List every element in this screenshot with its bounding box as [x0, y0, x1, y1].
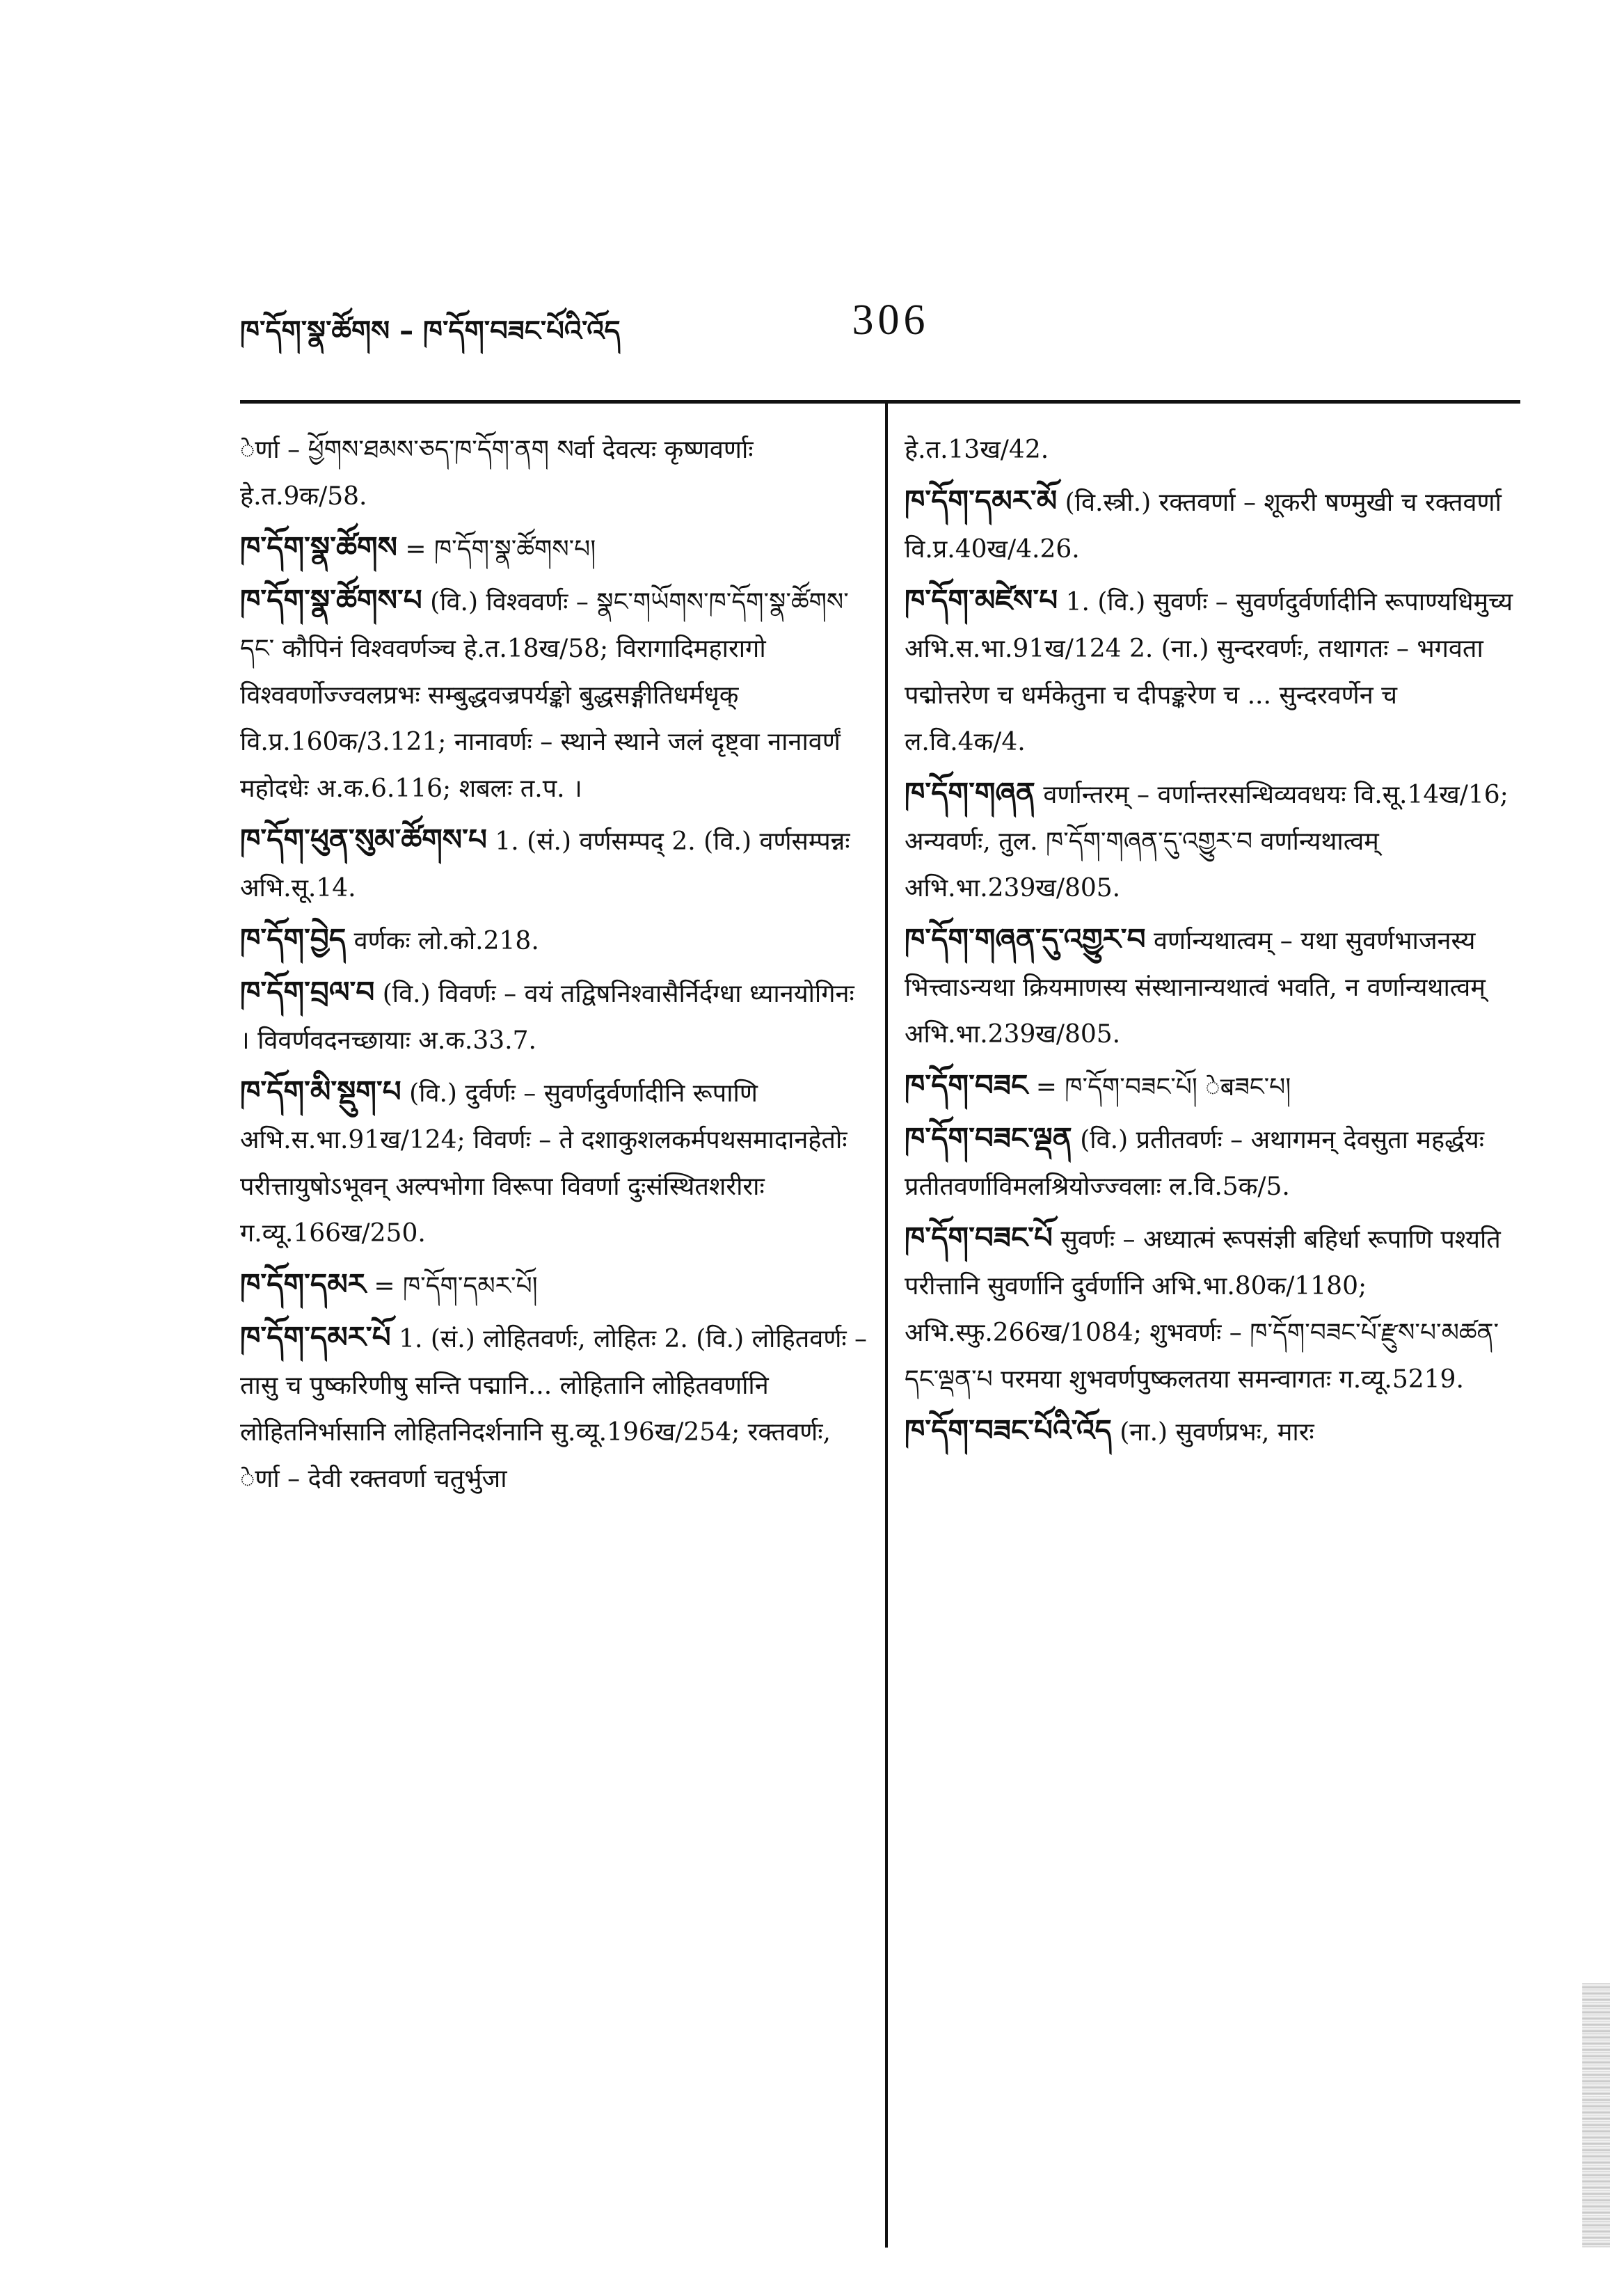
- entry-definition: (वि.) विवर्णः – वयं तद्विषनिश्वासैर्निर्दग्धा ध्यानयोगिनः । विवर्णवदनच्छायाः अ.क.33.7.: [240, 980, 854, 1055]
- entry-headword: ཁ་དོག་བཟང་པོའི་འོད: [905, 1413, 1112, 1447]
- scan-edge-artifact: [1582, 1983, 1610, 2248]
- entry-definition: सुवर्णः – अध्यात्मं रूपसंज्ञी बहिर्धा रूपाणि पश्यति परीत्तानि सुवर्णानि दुर्वर्णानि अभि.भा.80क/1180; अभि.स्फु.266ख/1084; शुभवर्णः – ཁ་དོག་བཟང་པོ་རྫུས་པ་མཚན་དང་ལྡན་པ परमया शुभवर्णपुष्कलतया समन्वागतः ग.व्यू.5219.: [905, 1225, 1501, 1394]
- entry: [905, 1407, 1520, 1456]
- header-rule: [240, 400, 1520, 404]
- entry-headword: ཁ་དོག་བཟང་པོ: [905, 1220, 1053, 1255]
- entry-headword: ཁ་དོག་བྱེད: [240, 922, 347, 956]
- entry: [240, 577, 870, 812]
- entry-definition: (वि.) विश्ववर्णः – སྣང་གཡོགས་ཁ་དོག་སྣ་ཚོགས་དང་ कौपिनं विश्ववर्णञ्च हे.त.18ख/58; विरागादिमहारागो विश्ववर्णोज्ज्वलप्रभः सम्बुद्धवज्रपर्यङ्को बुद्धसङ्गीतिधर्मधृक् वि.प्र.160क/3.121; नानावर्णः – स्थाने स्थाने जलं दृष्ट्वा नानावर्णं महोदधेः अ.क.6.116; शबलः त.प. ।: [240, 588, 849, 803]
- entry-definition: = ཁ་དོག་དམར་པོ།: [374, 1272, 538, 1301]
- entry-headword: ཁ་དོག་དམར་མོ: [905, 484, 1058, 518]
- entry-headword: ཁ་དོག་བཟང་ལྡན: [905, 1121, 1072, 1155]
- left-column: [240, 424, 870, 1506]
- entry: [905, 424, 1520, 473]
- entry-definition: हे.त.13ख/42.: [905, 436, 1049, 464]
- entry: [905, 477, 1520, 573]
- entry-definition: (वि.स्त्री.) रक्तवर्णा – शूकरी षण्मुखी च रक्तवर्णा वि.प्र.40ख/4.26.: [905, 488, 1502, 564]
- entry-headword: ཁ་དོག་མཛེས་པ: [905, 583, 1058, 617]
- entry-definition: 1. (वि.) सुवर्णः – सुवर्णदुर्वर्णादीनि रूपाण्यधिमुच्य अभि.स.भा.91ख/124 2. (ना.) सुन्दरवर्णः, तथागतः – भगवता पद्मोत्तरेण च धर्मकेतुना च दीपङ्करेण च ... सुन्दरवर्णेन च ल.वि.4क/4.: [905, 588, 1513, 756]
- entry-headword: ཁ་དོག་སྣ་ཚོགས་པ: [240, 583, 422, 617]
- entry-definition: वर्णान्तरम् – वर्णान्तरसन्धिव्यवधयः वि.सू.14ख/16; अन्यवर्णः, तुल. ཁ་དོག་གཞན་དུ་འགྱུར་བ वर्णान्यथात्वम् अभि.भा.239ख/805.: [905, 781, 1508, 903]
- entry-definition: वर्णान्यथात्वम् – यथा सुवर्णभाजनस्य भित्त्वाऽन्यथा क्रियमाणस्य संस्थानान्यथात्वं भवति, न वर्णान्यथात्वम् अभि.भा.239ख/805.: [905, 927, 1486, 1049]
- entry: [905, 916, 1520, 1058]
- entry-headword: ཁ་དོག་མི་སྡུག་པ: [240, 1074, 401, 1108]
- entry: [240, 1314, 870, 1502]
- entry: [905, 770, 1520, 912]
- entry: [240, 524, 870, 573]
- entry-definition: (वि.) प्रतीतवर्णः – अथागमन् देवसुता महर्द्धयः प्रतीतवर्णाविमलश्रियोज्ज्वलाः ल.वि.5क/5.: [905, 1126, 1484, 1201]
- right-column: [905, 424, 1520, 1460]
- entry-headword: ཁ་དོག་བྲལ་བ: [240, 975, 375, 1009]
- entry-headword: ཁ་དོག་དམར: [240, 1267, 366, 1301]
- entry-headword: ཁ་དོག་དམར་པོ: [240, 1320, 391, 1354]
- entry: [905, 1115, 1520, 1210]
- entry: [905, 1214, 1520, 1403]
- entry-definition: = ཁ་དོག་སྣ་ཚོགས་པ།: [405, 535, 596, 564]
- entry: [240, 816, 870, 912]
- entry-headword: ཁ་དོག་ཕུན་སུམ་ཚོགས་པ: [240, 822, 487, 857]
- entry-definition: 1. (सं.) वर्णसम्पद् 2. (वि.) वर्णसम्पन्नः अभि.सू.14.: [240, 827, 850, 903]
- running-head: ཁ་དོག་སྣ་ཚོགས – ཁ་དོག་བཟང་པོའི་འོད: [240, 315, 621, 347]
- entry-definition: वर्णकः लो.को.218.: [353, 927, 539, 955]
- entry-definition: (ना.) सुवर्णप्रभः, मारः: [1120, 1418, 1314, 1447]
- entry-definition: = ཁ་དོག་བཟང་པོ། ेबཟང་པ།: [1035, 1073, 1291, 1102]
- entry-definition: (वि.) दुर्वर्णः – सुवर्णदुर्वर्णादीनि रूपाणि अभि.स.भा.91ख/124; विवर्णः – ते दशाकुशलकर्मपथसमादानहेतोः परीत्तायुषोऽभूवन् अल्पभोगा विरूपा विवर्णा दुःसंस्थितशरीराः ग.व्यू.166ख/250.: [240, 1079, 847, 1248]
- entry-headword: ཁ་དོག་གཞན: [905, 776, 1035, 810]
- entry: [240, 916, 870, 964]
- entry-definition: 1. (सं.) लोहितवर्णः, लोहितः 2. (वि.) लोहितवर्णः – तासु च पुष्करिणीषु सन्ति पद्मानि... लोहितानि लोहितवर्णानि लोहितनिर्भासानि लोहितनिदर्शनानि सु.व्यू.196ख/254; रक्तवर्णः, ेर्णा – देवी रक्तवर्णा चतुर्भुजा: [240, 1325, 868, 1493]
- entry-headword: ཁ་དོག་གཞན་དུ་འགྱུར་བ: [905, 922, 1146, 956]
- entry: [240, 1261, 870, 1310]
- entry-definition: ेर्णा – ཕྱོགས་ཐམས་ཅད་ཁ་དོག་ནག སर्वा देवत्यः कृष्णवर्णाः हे.त.9क/58.: [240, 436, 754, 511]
- entry-headword: ཁ་དོག་སྣ་ཚོགས: [240, 530, 397, 564]
- page-number: 306: [852, 296, 930, 344]
- entry-headword: ཁ་དོག་བཟང: [905, 1068, 1028, 1102]
- entry: [240, 969, 870, 1064]
- entry: [240, 1068, 870, 1257]
- entry: [905, 577, 1520, 765]
- entry: [240, 424, 870, 520]
- column-divider: [885, 404, 888, 2248]
- entry: [905, 1062, 1520, 1111]
